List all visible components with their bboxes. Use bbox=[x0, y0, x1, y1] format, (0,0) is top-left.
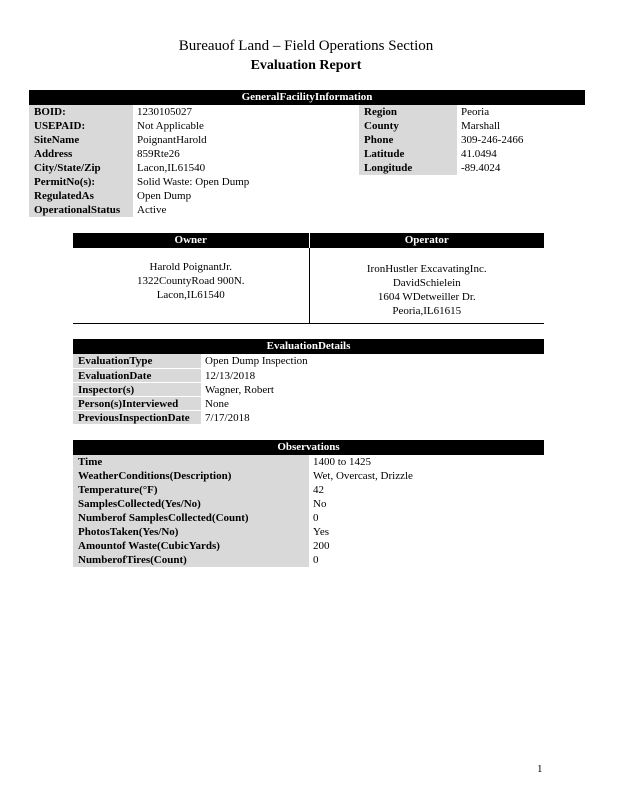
field-value: 0 bbox=[313, 512, 319, 524]
field-value: 42 bbox=[313, 484, 324, 496]
field-value: Active bbox=[137, 204, 167, 216]
field-label: PhotosTaken(Yes/No) bbox=[73, 525, 309, 539]
field-label: EvaluationType bbox=[73, 354, 201, 368]
general-facility-heading: GeneralFacilityInformation bbox=[29, 90, 585, 105]
observation-row bbox=[73, 511, 544, 525]
facility-row bbox=[29, 175, 329, 189]
field-label: RegulatedAs bbox=[29, 189, 133, 203]
field-value: -89.4024 bbox=[461, 162, 501, 174]
field-value: PoignantHarold bbox=[137, 134, 207, 146]
field-label: PreviousInspectionDate bbox=[73, 411, 201, 424]
page-number: 1 bbox=[537, 763, 543, 775]
field-value: Not Applicable bbox=[137, 120, 204, 132]
field-value: 1400 to 1425 bbox=[313, 456, 372, 468]
observation-row bbox=[73, 497, 544, 511]
operator-address bbox=[309, 248, 545, 323]
operator-line: IronHustler ExcavatingInc. bbox=[366, 263, 487, 275]
field-value: Open Dump Inspection bbox=[205, 355, 308, 367]
field-value: 309-246-2466 bbox=[461, 134, 524, 146]
observation-row bbox=[73, 525, 544, 539]
facility-row bbox=[359, 119, 585, 133]
field-label: City/State/Zip bbox=[29, 161, 133, 175]
field-value: 7/17/2018 bbox=[205, 412, 250, 424]
observation-row bbox=[73, 553, 544, 567]
field-label: Time bbox=[73, 455, 309, 469]
owner-line: 1322CountyRoad 900N. bbox=[136, 275, 245, 287]
facility-row bbox=[29, 119, 329, 133]
field-label: SiteName bbox=[29, 133, 133, 147]
field-value: None bbox=[205, 398, 229, 410]
evaluation-row bbox=[73, 396, 544, 410]
field-label: BOID: bbox=[29, 105, 133, 119]
facility-row bbox=[29, 189, 329, 203]
facility-row bbox=[29, 203, 329, 217]
report-title: Bureauof Land – Field Operations Section bbox=[178, 38, 434, 54]
field-label: Latitude bbox=[359, 147, 457, 161]
owner-line: Lacon,IL61540 bbox=[156, 289, 225, 301]
operator-line: Peoria,IL61615 bbox=[392, 305, 462, 317]
field-value: 41.0494 bbox=[461, 148, 497, 160]
field-label: USEPAID: bbox=[29, 119, 133, 133]
field-value: Wagner, Robert bbox=[205, 384, 274, 396]
field-value: 1230105027 bbox=[137, 106, 192, 118]
facility-right-column bbox=[359, 105, 585, 217]
owner-line: Harold PoignantJr. bbox=[149, 261, 232, 273]
facility-row bbox=[29, 133, 329, 147]
facility-row bbox=[29, 147, 329, 161]
field-label: OperationalStatus bbox=[29, 203, 133, 217]
field-label: Address bbox=[29, 147, 133, 161]
field-label: NumberofTires(Count) bbox=[73, 553, 309, 567]
field-label: Temperature(°F) bbox=[73, 483, 309, 497]
evaluation-row bbox=[73, 368, 544, 382]
facility-row bbox=[29, 161, 329, 175]
observation-row bbox=[73, 455, 544, 469]
field-label: EvaluationDate bbox=[73, 369, 201, 382]
field-value: Wet, Overcast, Drizzle bbox=[313, 470, 413, 482]
report-subtitle: Evaluation Report bbox=[250, 58, 362, 73]
facility-row bbox=[359, 133, 585, 147]
field-label: Numberof SamplesCollected(Count) bbox=[73, 511, 309, 525]
observation-row bbox=[73, 469, 544, 483]
field-label: Region bbox=[359, 105, 457, 119]
field-value: No bbox=[313, 498, 327, 510]
operator-heading: Operator bbox=[309, 233, 545, 248]
evaluation-details-section bbox=[73, 339, 544, 424]
field-value: Solid Waste: Open Dump bbox=[137, 176, 250, 188]
evaluation-details-heading: EvaluationDetails bbox=[73, 339, 544, 354]
operator-line: 1604 WDetweiller Dr. bbox=[377, 291, 476, 303]
field-label: PermitNo(s): bbox=[29, 175, 133, 189]
field-value: 0 bbox=[313, 554, 319, 566]
field-value: Lacon,IL61540 bbox=[137, 162, 206, 174]
field-label: Inspector(s) bbox=[73, 383, 201, 396]
facility-row bbox=[359, 161, 585, 175]
owner-operator-section bbox=[73, 233, 544, 324]
field-value: 859Rte26 bbox=[137, 148, 180, 160]
observation-row bbox=[73, 539, 544, 553]
field-label: SamplesCollected(Yes/No) bbox=[73, 497, 309, 511]
field-label: WeatherConditions(Description) bbox=[73, 469, 309, 483]
observations-heading: Observations bbox=[73, 440, 544, 455]
observations-section bbox=[73, 440, 544, 567]
owner-heading: Owner bbox=[73, 233, 309, 248]
owner-address bbox=[73, 248, 309, 323]
field-value: Open Dump bbox=[137, 190, 192, 202]
field-value: Yes bbox=[313, 526, 330, 538]
evaluation-row bbox=[73, 354, 544, 368]
evaluation-row bbox=[73, 410, 544, 424]
field-label: County bbox=[359, 119, 457, 133]
field-value: 200 bbox=[313, 540, 330, 552]
facility-row bbox=[29, 105, 329, 119]
field-label: Longitude bbox=[359, 161, 457, 175]
general-facility-section bbox=[29, 90, 585, 217]
field-value: Marshall bbox=[461, 120, 501, 132]
facility-left-column bbox=[29, 105, 329, 217]
field-label: Phone bbox=[359, 133, 457, 147]
field-label: Amountof Waste(CubicYards) bbox=[73, 539, 309, 553]
facility-row bbox=[359, 147, 585, 161]
operator-line: DavidSchielein bbox=[392, 277, 461, 289]
field-value: 12/13/2018 bbox=[205, 370, 256, 382]
field-value: Peoria bbox=[461, 106, 490, 118]
field-label: Person(s)Interviewed bbox=[73, 397, 201, 410]
facility-row bbox=[359, 105, 585, 119]
observation-row bbox=[73, 483, 544, 497]
evaluation-row bbox=[73, 382, 544, 396]
